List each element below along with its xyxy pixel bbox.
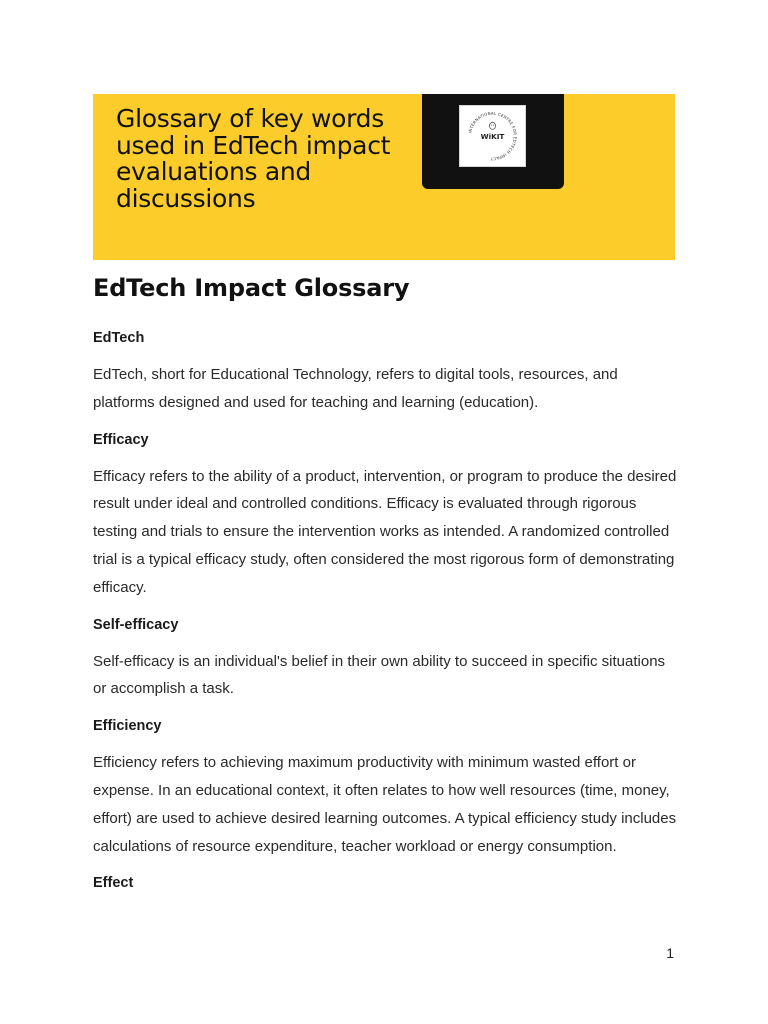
glossary-entry bbox=[93, 428, 678, 602]
glossary-term: EdTech bbox=[93, 330, 145, 346]
glossary-definition: Self-efficacy is an individual's belief in their own ability to succeed in specific situations or accomplish a task. bbox=[93, 652, 666, 698]
glossary-definition: Efficiency refers to achieving maximum productivity with minimum wasted effort or expense. In an educational context, it often relates to how well resources (time, money, effort) are used to achieve desired learning outcomes. A typical efficiency study includes calculations of resource expenditure, teacher workload or energy consumption. bbox=[93, 754, 677, 855]
page-title: EdTech Impact Glossary bbox=[93, 274, 410, 302]
page-number: 1 bbox=[666, 945, 674, 961]
header-banner bbox=[93, 94, 675, 260]
glossary-term: Self-efficacy bbox=[93, 616, 179, 633]
banner-title: Glossary of key words used in EdTech impact evaluations and discussions bbox=[116, 104, 391, 213]
glossary-definition: Efficacy refers to the ability of a product, intervention, or program to produce the desired result under ideal and controlled conditions. Efficacy is evaluated through rigorous testing and trials to ensure the intervention works as intended. A randomized controlled trial is a typical efficacy study, often considered the most rigorous form of demonstrating efficacy. bbox=[93, 467, 677, 596]
glossary-term: Effect bbox=[93, 875, 134, 892]
wikit-logo-graphic bbox=[460, 106, 525, 166]
glossary-entry bbox=[93, 326, 678, 417]
wikit-logo bbox=[459, 105, 526, 167]
glossary-term: Efficacy bbox=[93, 431, 149, 448]
glossary-term: Efficiency bbox=[93, 718, 162, 735]
logo-wordmark: WiKIT bbox=[480, 131, 505, 141]
glossary-entry bbox=[93, 871, 678, 895]
glossary-definition: EdTech, short for Educational Technology, refers to digital tools, resources, and platforms designed and used for teaching and learning (education). bbox=[93, 366, 618, 411]
logo-frame bbox=[422, 94, 564, 189]
glossary-list bbox=[93, 326, 678, 895]
logo-ring-text: INTERNATIONAL CENTRE FOR EDTECH IMPACT bbox=[467, 110, 518, 162]
owl-icon bbox=[489, 122, 495, 129]
glossary-entry bbox=[93, 613, 678, 704]
glossary-entry bbox=[93, 714, 678, 860]
